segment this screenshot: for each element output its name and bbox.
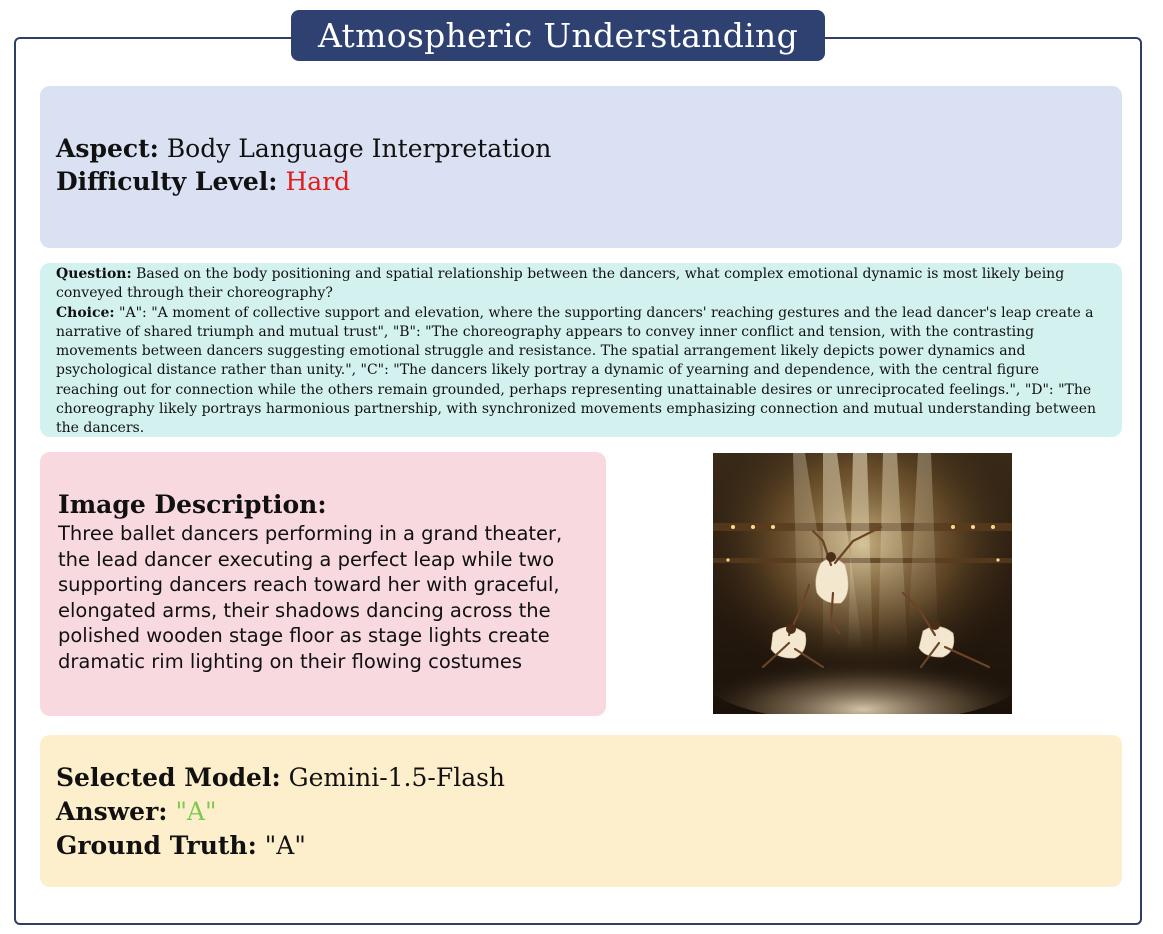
aspect-label: Aspect: <box>56 134 159 163</box>
ground-truth-value: "A" <box>264 831 306 860</box>
answer-label: Answer: <box>56 797 168 826</box>
question-panel <box>40 263 1122 437</box>
ground-truth-label: Ground Truth: <box>56 831 257 860</box>
aspect-panel <box>40 86 1122 248</box>
answer-value: "A" <box>175 797 217 826</box>
description-panel <box>40 452 606 716</box>
page-title <box>291 10 825 61</box>
aspect-line <box>56 132 1106 165</box>
difficulty-label: Difficulty Level: <box>56 167 278 196</box>
question-text: Based on the body positioning and spatial relationship between the dancers, what complex emotional dynamic is most likely being conveyed through their choreography? <box>56 266 1065 302</box>
model-value: Gemini-1.5-Flash <box>288 763 506 792</box>
aspect-value: Body Language Interpretation <box>166 134 552 163</box>
choice-text: "A": "A moment of collective support and elevation, where the supporting dancers' reaching gestures and the lead dancer's leap create a narrative of shared triumph and mutual trust", "B": "The choreography appears to convey inner conflict and tension, with the contrasting movements between dancers suggesting emotional struggle and resistance. The spatial arrangement likely depicts power dynamics and psychological distance rather than unity.", "C": "The dancers likely portray a dynamic of yearning and dependence, with the central figure reaching out for connection while the others remain grounded, perhaps representing unattainable desires or unreciprocated feelings.", "D": "The choreography likely portrays harmonious partnership, with synchronized movements emphasizing connection and mutual understanding between the dancers. <box>56 304 1097 437</box>
answer-line <box>56 795 1106 829</box>
description-text: Three ballet dancers performing in a grand theater, the lead dancer executing a perfect leap while two supporting dancers reach toward her with graceful, elongated arms, their shadows dancing across the polished wooden stage floor as stage lights create dramatic rim lighting on their flowing costumes <box>58 522 563 673</box>
difficulty-value: Hard <box>285 167 351 196</box>
ballet-dancers-image <box>713 453 1012 714</box>
result-panel <box>40 735 1122 887</box>
question-block <box>56 265 1106 304</box>
page-title-text: Atmospheric Understanding <box>318 16 798 55</box>
ground-truth-line <box>56 829 1106 863</box>
model-line <box>56 761 1106 795</box>
description-title: Image Description: <box>58 490 327 519</box>
question-label: Question: <box>56 266 132 282</box>
choice-label: Choice: <box>56 304 115 321</box>
model-label: Selected Model: <box>56 763 281 792</box>
choice-block <box>56 304 1106 439</box>
difficulty-line <box>56 165 1106 198</box>
